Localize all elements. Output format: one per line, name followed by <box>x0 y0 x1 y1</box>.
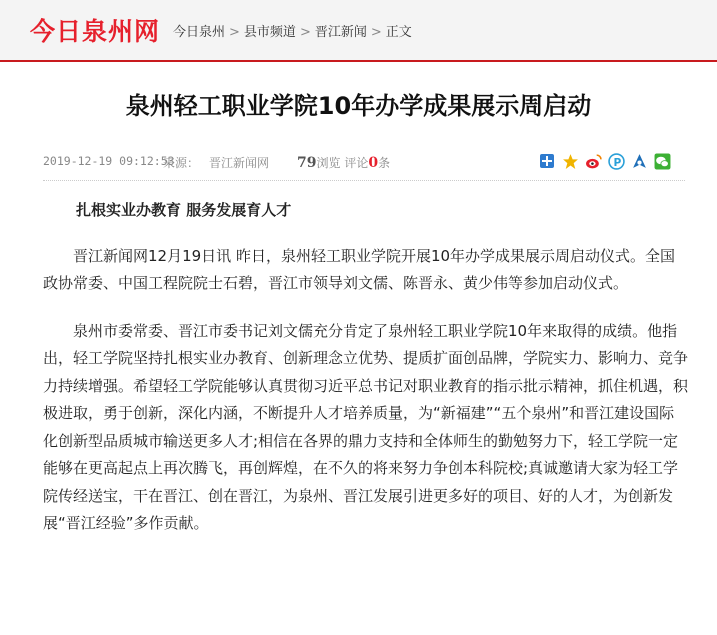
weibo-icon[interactable] <box>584 152 602 170</box>
article-body <box>43 197 688 558</box>
qzone-icon[interactable] <box>630 152 648 170</box>
breadcrumb-home[interactable]: 今日泉州 <box>173 25 226 40</box>
svg-text:P: P <box>613 155 621 169</box>
paragraph-1: 晋江新闻网12月19日讯 昨日，泉州轻工职业学院开展10年办学成果展示周启动仪式。全国政协常委、中国工程院院士石碧，晋江市领导刘文儒、陈晋永、黄少伟等参加启动仪式。 <box>43 246 676 292</box>
article-source <box>163 154 269 171</box>
wechat-icon[interactable] <box>653 152 671 170</box>
breadcrumb-separator: > <box>229 25 240 40</box>
top-header <box>0 0 717 62</box>
article-subtitle: 扎根实业办教育 服务发展育人才 <box>76 201 292 219</box>
article-meta <box>43 152 685 178</box>
breadcrumb-current: 正文 <box>385 25 412 40</box>
plus-icon[interactable] <box>538 152 556 170</box>
breadcrumb-county-channel[interactable]: 县市频道 <box>243 25 296 40</box>
source-label: 来源： <box>163 156 200 170</box>
article-title: 泉州轻工职业学院10年办学成果展示周启动 <box>125 92 592 120</box>
star-icon[interactable] <box>561 152 579 170</box>
breadcrumb-separator: > <box>370 25 382 40</box>
paragraph-2: 泉州市委常委、晋江市委书记刘文儒充分肯定了泉州轻工职业学院10年来取得的成绩。他指出，轻工学院坚持扎根实业办教育、创新理念立优势、提质扩面创品牌，学院实力、影响力、竞争力持续增强。希望轻工学院能够认真贯彻习近平总书记对职业教育的指示批示精神，抓住机遇，积极进取，勇于创新，深化内涵，不断提升人才培养质量，为“新福建”“五个泉州”和晋江建设国际化创新型品质城市输送更多人才;相信在各界的鼎力支持和全体师生的勤勉努力下，轻工学院一定能够在更高起点上再次腾飞，再创辉煌，在不久的将来努力争创本科院校;真诚邀请大家为轻工学院传经送宝，干在晋江、创在晋江，为泉州、晋江发展引进更多好的项目、好的人才，为创新发展“晋江经验”多作贡献。 <box>43 321 689 532</box>
article-stats <box>297 154 390 171</box>
breadcrumb-separator: > <box>299 25 311 40</box>
p-icon[interactable] <box>607 152 625 170</box>
source-name: 晋江新闻网 <box>209 156 270 170</box>
view-count: 79 <box>297 155 317 171</box>
publish-date: 2019-12-19 09:12:53 <box>43 154 175 168</box>
comments-unit: 条 <box>378 156 391 170</box>
share-bar <box>538 152 671 170</box>
breadcrumb <box>173 21 412 40</box>
comments-label: 评论 <box>344 156 369 170</box>
breadcrumb-jinjiang-news[interactable]: 晋江新闻 <box>314 25 367 40</box>
comment-count[interactable]: 0 <box>368 155 379 171</box>
meta-divider <box>43 180 685 181</box>
views-label: 浏览 <box>316 156 341 170</box>
site-logo[interactable]: 今日泉州网 <box>30 17 161 46</box>
